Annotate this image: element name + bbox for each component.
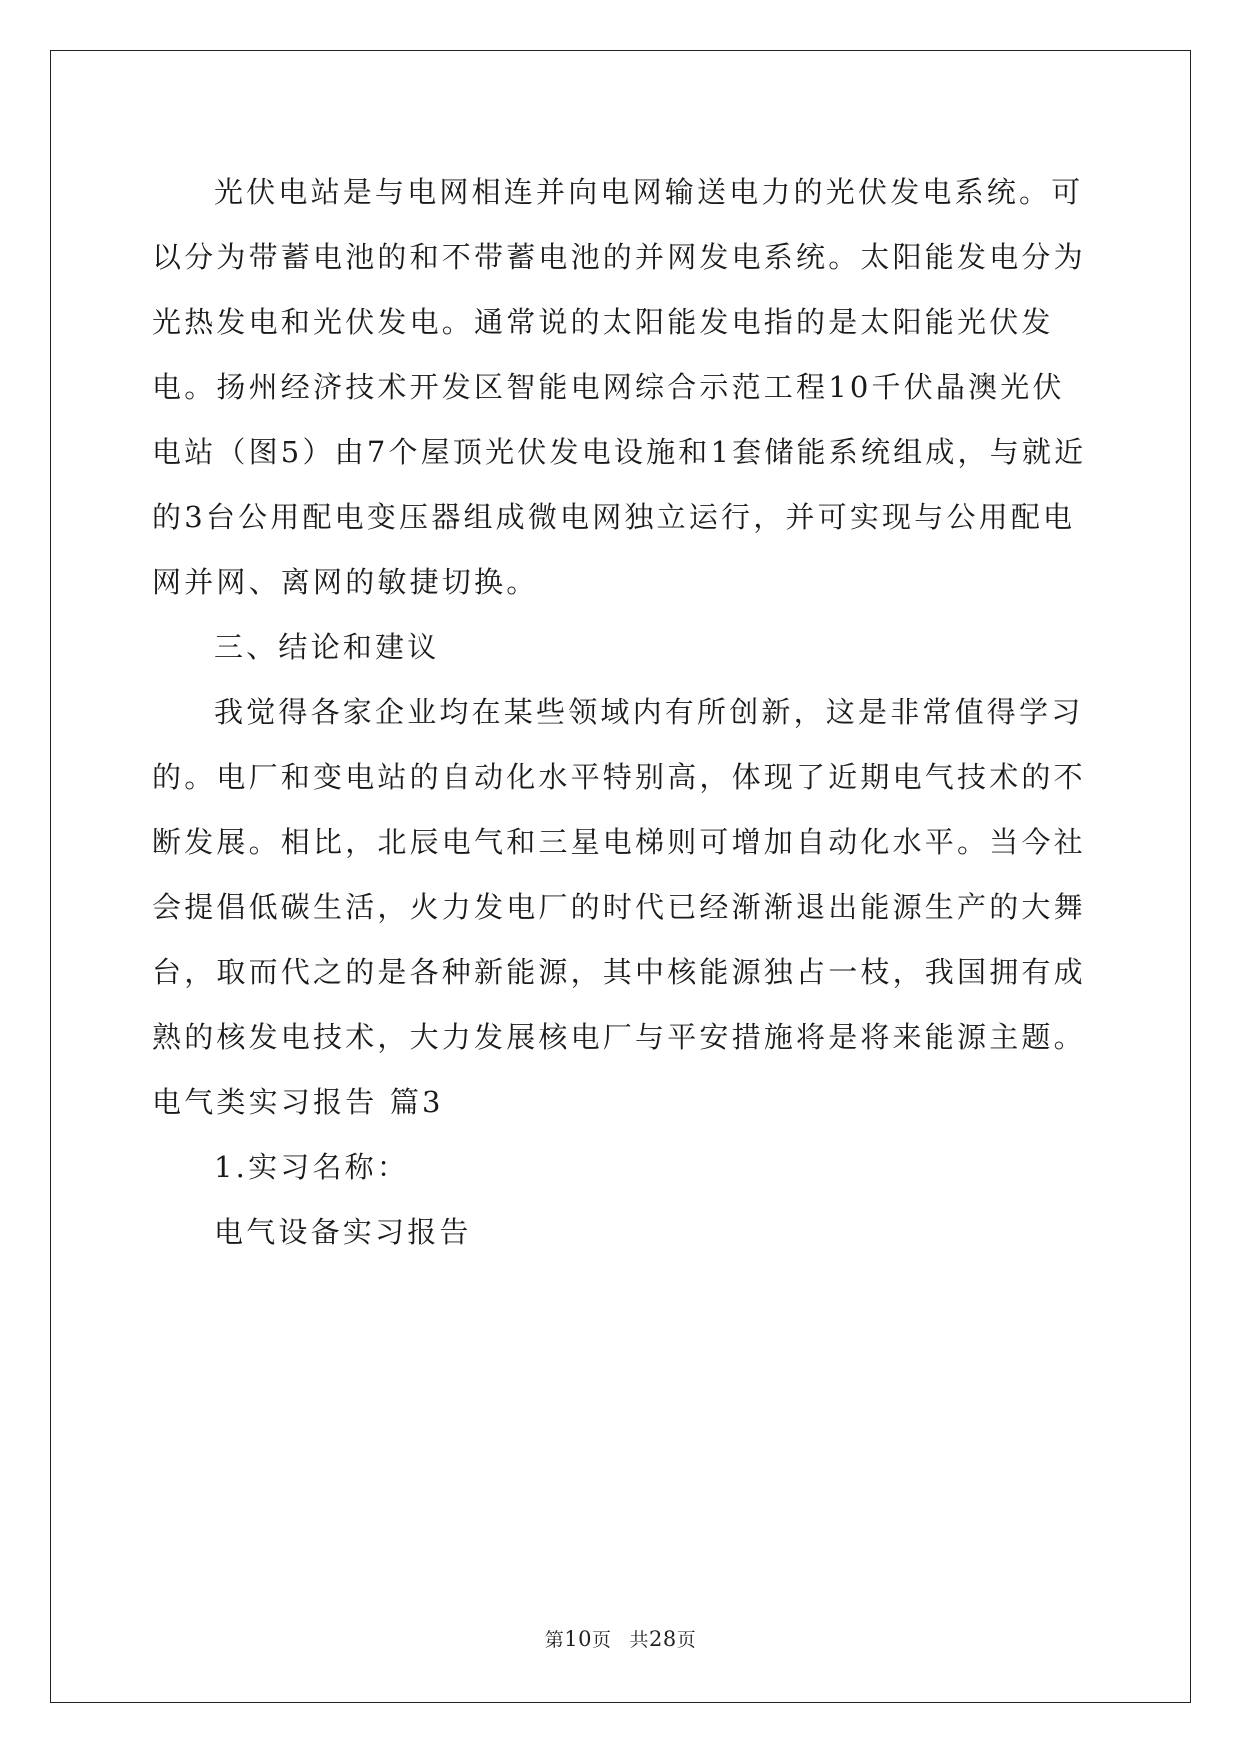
- document-body: [152, 160, 1092, 1265]
- heading-conclusions: 三、结论和建议: [214, 630, 440, 664]
- footer-page-current: 10: [564, 1627, 592, 1651]
- item-internship-name-label: 1.实习名称：: [214, 1150, 410, 1184]
- footer-page-prefix: 第: [544, 1629, 565, 1651]
- paragraph-photovoltaic-station: 光伏电站是与电网相连并向电网输送电力的光伏发电系统。可以分为带蓄电池的和不带蓄电池的并网发电系统。太阳能发电分为光热发电和光伏发电。通常说的太阳能发电指的是太阳能光伏发电。扬州经济技术开发区智能电网综合示范工程10千伏晶澳光伏电站（图5）由7个屋顶光伏发电设施和1套储能系统组成，与就近的3台公用配电变压器组成微电网独立运行，并可实现与公用配电网并网、离网的敏捷切换。: [152, 175, 1087, 599]
- section-title-report-3: 电气类实习报告 篇3: [152, 1085, 444, 1119]
- footer-page-mid: 页: [591, 1629, 612, 1651]
- footer-total-suffix: 页: [676, 1629, 697, 1651]
- paragraph-conclusions: 我觉得各家企业均在某些领域内有所创新，这是非常值得学习的。电厂和变电站的自动化水平特别高，体现了近期电气技术的不断发展。相比，北辰电气和三星电梯则可增加自动化水平。当今社会提倡低碳生活，火力发电厂的时代已经渐渐退出能源生产的大舞台，取而代之的是各种新能源，其中核能源独占一枝，我国拥有成熟的核发电技术，大力发展核电厂与平安措施将是将来能源主题。: [152, 695, 1086, 1054]
- item-internship-name-value: 电气设备实习报告: [214, 1215, 472, 1249]
- footer-page-total: 28: [649, 1627, 677, 1651]
- page-footer: [0, 1625, 1241, 1652]
- footer-total-prefix: 共: [629, 1629, 650, 1651]
